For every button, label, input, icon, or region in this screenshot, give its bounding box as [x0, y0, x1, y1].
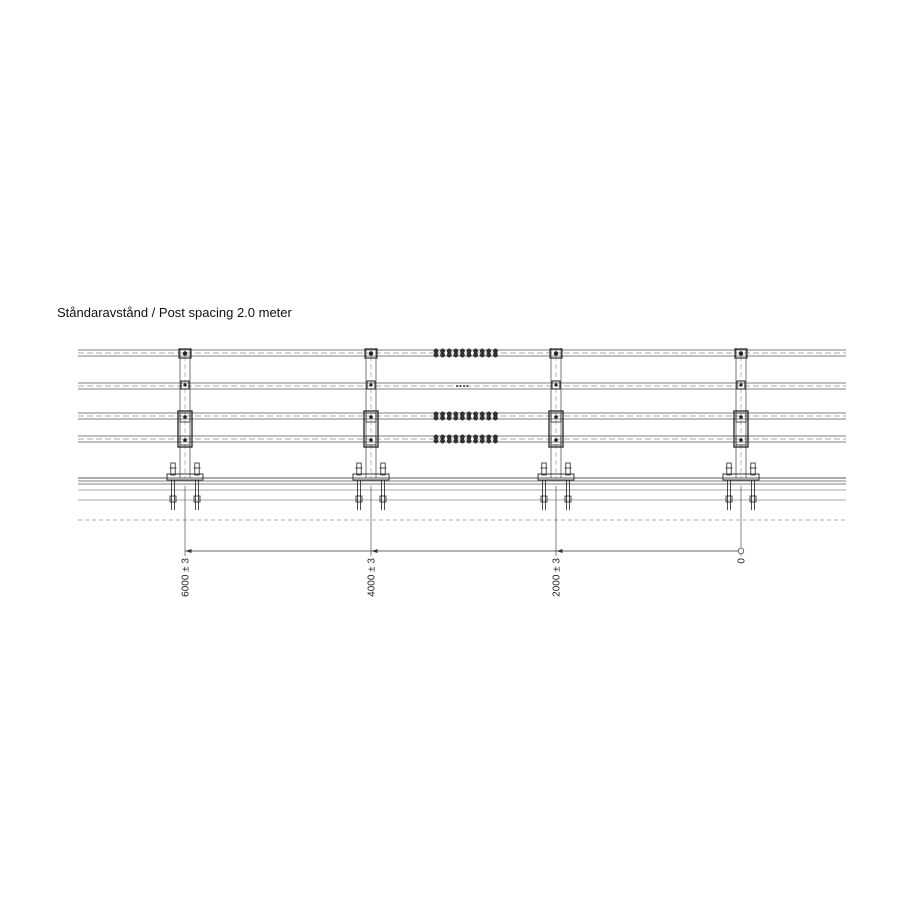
anchor-bolt	[751, 463, 755, 475]
bolt-icon	[447, 353, 451, 357]
anchor-bolt	[727, 463, 731, 475]
bolt-icon	[554, 438, 558, 442]
bolt-icon	[183, 415, 187, 419]
bolt-icon	[369, 383, 372, 386]
posts	[167, 348, 759, 510]
dimension-label: 6000 ± 3	[180, 558, 192, 597]
bolt-icon	[460, 385, 462, 387]
bolt-icon	[473, 349, 477, 353]
bolt-icon	[434, 412, 438, 416]
bolt-icon	[480, 416, 484, 420]
bolt-icon	[434, 439, 438, 443]
bolt-icon	[467, 416, 471, 420]
bolt-icon	[473, 353, 477, 357]
bolt-icon	[183, 383, 186, 386]
origin-marker	[738, 548, 744, 554]
bolt-icon	[440, 435, 444, 439]
bolt-icon	[480, 349, 484, 353]
bolt-icon	[480, 435, 484, 439]
small-splice	[456, 385, 469, 387]
bolt-icon	[554, 415, 558, 419]
bolt-icon	[473, 439, 477, 443]
bolt-icon	[447, 435, 451, 439]
bolt-icon	[467, 435, 471, 439]
bolt-icon	[473, 416, 477, 420]
bolt-icon	[434, 416, 438, 420]
bolt-icon	[467, 412, 471, 416]
bolt-icon	[493, 353, 497, 357]
bolt-icon	[473, 435, 477, 439]
bolt-icon	[487, 412, 491, 416]
bolt-icon	[460, 353, 464, 357]
nut	[541, 496, 547, 502]
nut	[194, 496, 200, 502]
anchor-bolt	[171, 463, 175, 475]
dimension-label: 2000 ± 3	[551, 558, 563, 597]
bolt-icon	[434, 353, 438, 357]
bolt-icon	[460, 439, 464, 443]
bolt-icon	[467, 439, 471, 443]
bolt-icon	[369, 438, 373, 442]
nut	[565, 496, 571, 502]
bolt-icon	[440, 412, 444, 416]
bolt-icon	[447, 416, 451, 420]
bolt-icon	[467, 349, 471, 353]
bolt-icon	[493, 412, 497, 416]
bolt-icon	[480, 439, 484, 443]
dimension-label: 0	[736, 558, 748, 564]
arrowhead	[557, 549, 563, 553]
bolt-icon	[434, 349, 438, 353]
bolt-icon	[460, 435, 464, 439]
arrowhead	[186, 549, 192, 553]
nut	[750, 496, 756, 502]
bolt-icon	[473, 412, 477, 416]
bolt-icon	[447, 412, 451, 416]
bolt-icon	[460, 349, 464, 353]
dimension-chain	[181, 486, 748, 597]
bolt-icon	[183, 438, 187, 442]
anchor-bolt	[357, 463, 361, 475]
bolt-icon	[554, 351, 558, 355]
bolt-icon	[440, 416, 444, 420]
bolt-icon	[487, 439, 491, 443]
bolt-icon	[434, 435, 438, 439]
rail-splices	[434, 349, 498, 443]
bolt-icon	[739, 438, 743, 442]
bolt-icon	[454, 412, 458, 416]
bolt-icon	[440, 439, 444, 443]
bolt-icon	[463, 385, 465, 387]
bolt-icon	[493, 435, 497, 439]
bolt-icon	[369, 351, 373, 355]
anchor-bolt	[381, 463, 385, 475]
bolt-icon	[487, 353, 491, 357]
nut	[356, 496, 362, 502]
bolt-icon	[460, 416, 464, 420]
bolt-icon	[456, 385, 458, 387]
bolt-icon	[454, 353, 458, 357]
arrowhead	[372, 549, 378, 553]
nut	[380, 496, 386, 502]
bolt-icon	[493, 349, 497, 353]
anchor-bolt	[542, 463, 546, 475]
bolt-icon	[739, 383, 742, 386]
post	[167, 348, 203, 510]
bolt-icon	[454, 349, 458, 353]
drawing-caption: Ståndaravstånd / Post spacing 2.0 meter	[57, 305, 292, 320]
bolt-icon	[487, 416, 491, 420]
bolt-icon	[454, 416, 458, 420]
bolt-icon	[487, 435, 491, 439]
bolt-icon	[467, 353, 471, 357]
nut	[170, 496, 176, 502]
bolt-icon	[480, 353, 484, 357]
post	[538, 348, 574, 510]
anchor-bolt	[195, 463, 199, 475]
bolt-icon	[460, 412, 464, 416]
bolt-icon	[447, 439, 451, 443]
bolt-icon	[467, 385, 469, 387]
post	[353, 348, 389, 510]
bolt-icon	[493, 416, 497, 420]
anchor-bolt	[566, 463, 570, 475]
bolt-icon	[493, 439, 497, 443]
bolt-icon	[739, 415, 743, 419]
bolt-icon	[454, 435, 458, 439]
post	[723, 348, 759, 510]
nut	[726, 496, 732, 502]
bolt-icon	[369, 415, 373, 419]
bolt-icon	[739, 351, 743, 355]
bolt-icon	[440, 353, 444, 357]
bolt-icon	[480, 412, 484, 416]
bolt-icon	[454, 439, 458, 443]
dimension-label: 4000 ± 3	[366, 558, 378, 597]
bolt-icon	[487, 349, 491, 353]
bolt-icon	[447, 349, 451, 353]
bolt-icon	[440, 349, 444, 353]
bolt-icon	[554, 383, 557, 386]
bolt-icon	[183, 351, 187, 355]
